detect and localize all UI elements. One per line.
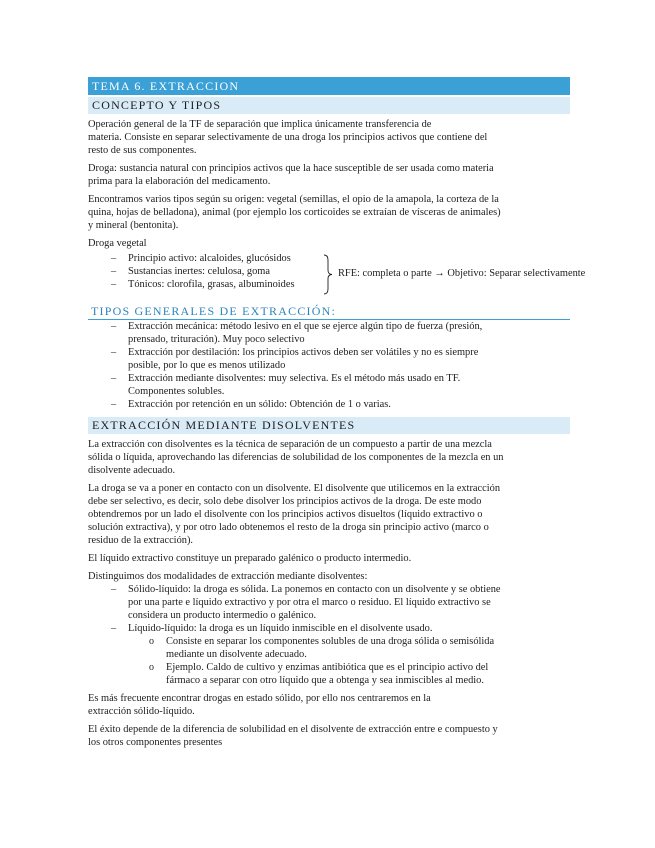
text-line: posible, por lo que es menos utilizado bbox=[128, 360, 286, 371]
text-line: Extracción mediante disolventes: muy selectiva. Es el método más usado en TF. bbox=[128, 373, 461, 384]
text-line: Operación general de la TF de separación que implica únicamente transferencia de bbox=[88, 119, 432, 130]
text-line: sólida o líquida, aprovechando las diferencias de solubilidad de los componentes de la mezcla en un bbox=[88, 452, 504, 463]
list-item bbox=[111, 398, 570, 411]
sub-list-item bbox=[149, 635, 570, 661]
text-line: extracción sólido-líquido. bbox=[88, 706, 195, 717]
list-item bbox=[111, 622, 570, 635]
text-line: Es más frecuente encontrar drogas en estado sólido, por ello nos centraremos en la bbox=[88, 693, 431, 704]
section-heading-disolventes: EXTRACCIÓN MEDIANTE DISOLVENTES bbox=[88, 417, 570, 434]
text-line: Extracción por retención en un sólido: Obtención de 1 o varias. bbox=[128, 399, 391, 410]
text-line: prima para la elaboración del medicamento. bbox=[88, 176, 271, 187]
list-item: – Sustancias inertes: celulosa, goma bbox=[111, 265, 351, 278]
text-line: Distinguimos dos modalidades de extracción mediante disolventes: bbox=[88, 571, 368, 582]
liquido-sublist bbox=[88, 635, 570, 687]
subheading-droga-vegetal: Droga vegetal bbox=[88, 238, 147, 249]
text-line: y mineral (bentonita). bbox=[88, 220, 179, 231]
text-line: Extracción mecánica: método lesivo en el que se ejerce algún tipo de fuerza (presión, bbox=[128, 321, 483, 332]
list-item bbox=[111, 346, 570, 372]
text-line: los otros componentes presentes bbox=[88, 737, 223, 748]
text-line: solución extractiva), y por otro lado obtenemos el resto de la droga sin principio activo (marco o bbox=[88, 522, 489, 533]
text-line: Sólido-líquido: la droga es sólida. La ponemos en contacto con un disolvente y se obtiene bbox=[128, 584, 501, 595]
paragraph bbox=[88, 552, 570, 565]
text-line: El éxito depende de la diferencia de solubilidad en el disolvente de extracción entre e compuesto y bbox=[88, 724, 498, 735]
text-line: La droga se va a poner en contacto con un disolvente. El disolvente que utilicemos en la extracción bbox=[88, 483, 501, 494]
paragraph bbox=[88, 692, 570, 718]
section-heading-concepto: CONCEPTO Y TIPOS bbox=[88, 97, 570, 114]
tipos-list bbox=[88, 320, 570, 411]
list-item: – Principio activo: alcaloides, glucósidos bbox=[111, 252, 351, 265]
droga-vegetal-list bbox=[88, 252, 351, 291]
text-line: considera un producto intermedio o galénico. bbox=[128, 610, 317, 621]
text-line: Componentes solubles. bbox=[128, 386, 225, 397]
text-line: Extracción por destilación: los principios activos deben ser volátiles y no es siempre bbox=[128, 347, 479, 358]
paragraph bbox=[88, 723, 570, 749]
text-line: Líquido-líquido: la droga es un líquido inmiscible en el disolvente usado. bbox=[128, 623, 433, 634]
rfe-note: RFE: completa o parte → Objetivo: Separar selectivamente bbox=[338, 268, 586, 279]
section-heading-tipos-generales: TIPOS GENERALES DE EXTRACCIÓN: bbox=[88, 304, 570, 320]
droga-vegetal-group bbox=[88, 252, 586, 296]
text-line: fármaco a separar con otro líquido que a obtenga y sea inmiscibles al medio. bbox=[166, 675, 484, 686]
text-line: quina, hojas de belladona), animal (por ejemplo los corticoides se extraían de vísceras de animales) bbox=[88, 207, 501, 218]
text-line: debe ser selectivo, es decir, solo debe disolver los principios activos de la droga. De este modo bbox=[88, 496, 482, 507]
list-item bbox=[111, 320, 570, 346]
text-line: Encontramos varios tipos según su origen: vegetal (semillas, el opio de la amapola, la corteza de la bbox=[88, 194, 499, 205]
list-item: – Tónicos: clorofila, grasas, albuminoides bbox=[111, 278, 351, 291]
paragraph bbox=[88, 570, 570, 583]
list-item bbox=[111, 583, 570, 622]
text-line: mediante un disolvente adecuado. bbox=[166, 649, 307, 660]
list-item bbox=[111, 372, 570, 398]
text-line: Consiste en separar los componentes solubles de una droga sólida o semisólida bbox=[166, 636, 495, 647]
paragraph bbox=[88, 193, 570, 232]
document-title: TEMA 6. EXTRACCION bbox=[88, 77, 570, 95]
text-line: Droga: sustancia natural con principios activos que la hace susceptible de ser usada como materia bbox=[88, 163, 494, 174]
sub-list-item bbox=[149, 661, 570, 687]
paragraph bbox=[88, 162, 570, 188]
modalidades-list bbox=[88, 583, 570, 635]
paragraph bbox=[88, 118, 570, 157]
text-line: prensado, trituración). Muy poco selectivo bbox=[128, 334, 305, 345]
text-line: Ejemplo. Caldo de cultivo y enzimas antibiótica que es el principio activo del bbox=[166, 662, 489, 673]
text-line: obtendremos por un lado el disolvente con los principios activos disueltos (líquido extractivo o bbox=[88, 509, 483, 520]
paragraph bbox=[88, 482, 570, 547]
text-line: residuo de la extracción). bbox=[88, 535, 194, 546]
text-line: resto de sus componentes. bbox=[88, 145, 197, 156]
paragraph bbox=[88, 438, 570, 477]
text-line: El líquido extractivo constituye un preparado galénico o producto intermedio. bbox=[88, 553, 412, 564]
text-line: disolvente adecuado. bbox=[88, 465, 176, 476]
text-line: materia. Consiste en separar selectivamente de una droga los principios activos que contiene del bbox=[88, 132, 488, 143]
document-page bbox=[88, 77, 586, 749]
right-brace-icon bbox=[323, 254, 333, 295]
text-line: por una parte e líquido extractivo y por otra el marco o residuo. El líquido extractivo se bbox=[128, 597, 491, 608]
text-line: La extracción con disolventes es la técnica de separación de un compuesto a partir de una mezcla bbox=[88, 439, 492, 450]
